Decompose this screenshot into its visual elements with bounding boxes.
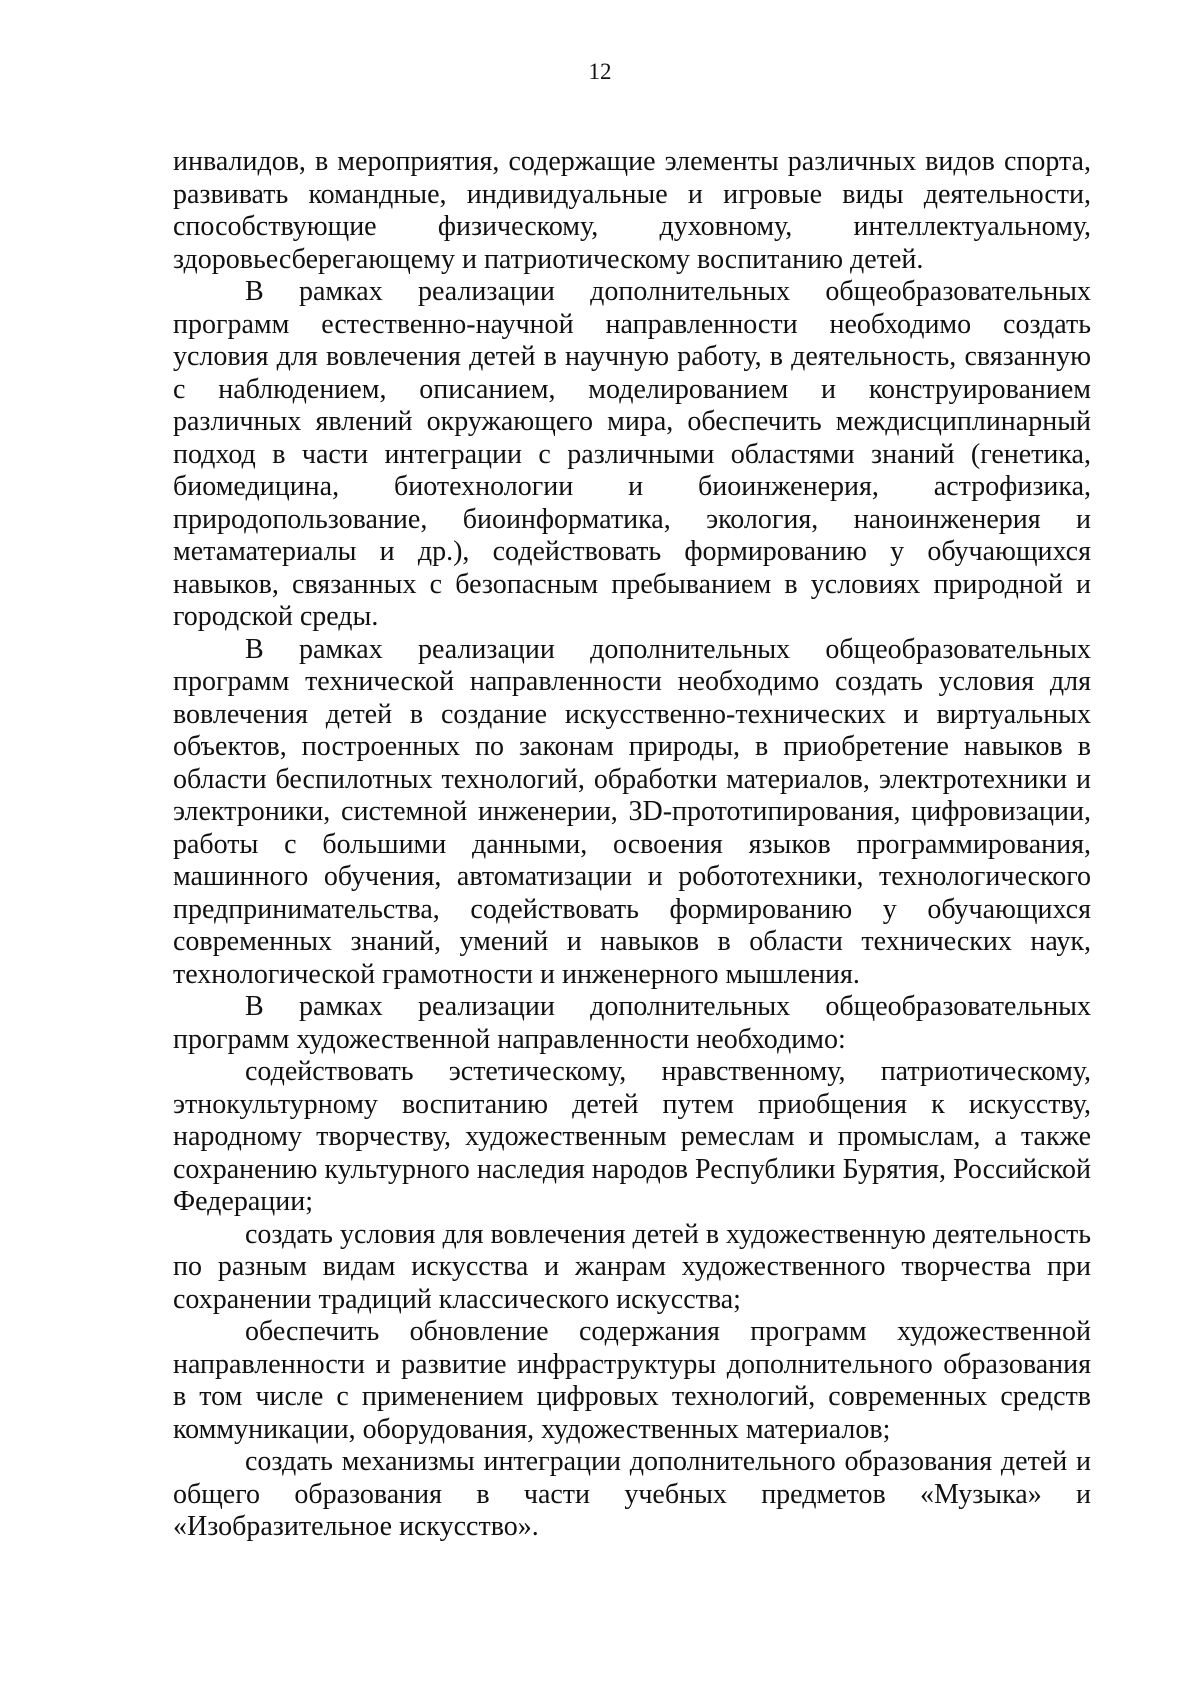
paragraph-2: В рамках реализации дополнительных общеобразовательных программ естественно-научной направленности необходимо создать условия для вовлечения детей в научную работу, в деятельность, связанную с наблюдением, описанием, моделированием и конструированием различных явлений окружающего мира, обеспечить междисциплинарный подход в части интеграции с различными областями знаний (генетика, биомедицина, биотехнологии и биоинженерия, астрофизика, природопользование, биоинформатика, экология, наноинженерия и метаматериалы и др.), содействовать формированию у обучающихся навыков, связанных с безопасным пребыванием в условиях природной и городской среды.	[173, 276, 1091, 632]
paragraph-3: В рамках реализации дополнительных общеобразовательных программ технической направленности необходимо создать условия для вовлечения детей в создание искусственно-технических и виртуальных объектов, построенных по законам природы, в приобретение навыков в области беспилотных технологий, обработки материалов, электротехники и электроники, системной инженерии, 3D-прототипирования, цифровизации, работы с большими данными, освоения языков программирования, машинного обучения, автоматизации и робототехники, технологического предпринимательства, содействовать формированию у обучающихся современных знаний, умений и навыков в области технических наук, технологической грамотности и инженерного мышления.	[173, 633, 1091, 990]
body-text	[173, 146, 1091, 1544]
page-number: 12	[588, 59, 612, 84]
paragraph-1: инвалидов, в мероприятия, содержащие элементы различных видов спорта, развивать командные, индивидуальные и игровые виды деятельности, способствующие физическому, духовному, интеллектуальному, здоровьесберегающему и патриотическому воспитанию детей.	[173, 146, 1091, 275]
paragraph-4: В рамках реализации дополнительных общеобразовательных программ художественной направленности необходимо:	[173, 991, 1091, 1055]
paragraph-7: обеспечить обновление содержания программ художественной направленности и развитие инфраструктуры дополнительного образования в том числе с применением цифровых технологий, современных средств коммуникации, оборудования, художественных материалов;	[173, 1316, 1091, 1445]
paragraph-5: содействовать эстетическому, нравственному, патриотическому, этнокультурному воспитанию детей путем приобщения к искусству, народному творчеству, художественным ремеслам и промыслам, а также сохранению культурного наследия народов Республики Бурятия, Российской Федерации;	[173, 1056, 1091, 1217]
paragraph-6: создать условия для вовлечения детей в художественную деятельность по разным видам искусства и жанрам художественного творчества при сохранении традиций классического искусства;	[173, 1218, 1091, 1315]
paragraph-8: создать механизмы интеграции дополнительного образования детей и общего образования в части учебных предметов «Музыка» и «Изобразительное искусство».	[173, 1446, 1091, 1542]
